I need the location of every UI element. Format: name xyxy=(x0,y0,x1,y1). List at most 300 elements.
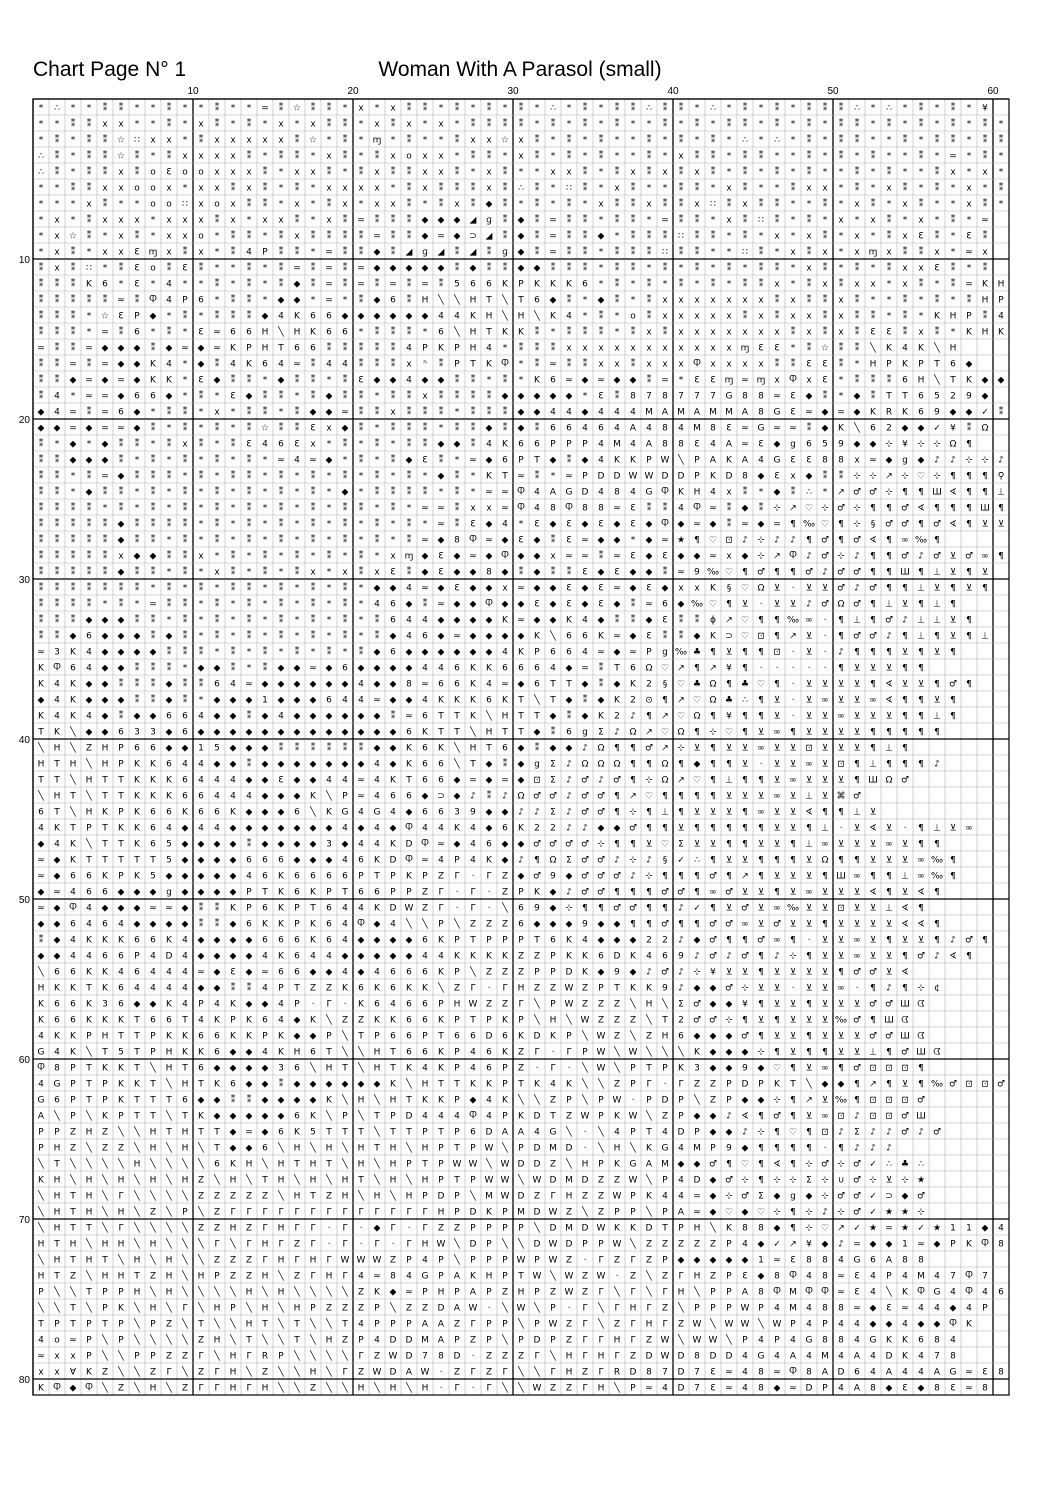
chart-symbol: ⁑ xyxy=(54,599,60,610)
chart-symbol: D xyxy=(597,471,605,482)
chart-symbol: * xyxy=(166,455,172,466)
chart-symbol: P xyxy=(822,1319,828,1330)
chart-symbol: 6 xyxy=(214,807,220,818)
chart-symbol: ⁑ xyxy=(838,359,844,370)
chart-symbol: ¶ xyxy=(758,1143,764,1154)
chart-symbol: ≈ xyxy=(357,791,365,802)
chart-symbol: ⊻ xyxy=(741,967,749,978)
chart-symbol: 6 xyxy=(390,967,396,978)
chart-symbol: ⊡ xyxy=(805,743,813,754)
chart-symbol: * xyxy=(310,183,316,194)
chart-symbol: H xyxy=(245,1159,253,1170)
chart-symbol: 4 xyxy=(342,935,348,946)
chart-symbol: T xyxy=(454,727,460,738)
chart-symbol: * xyxy=(262,487,268,498)
chart-symbol: * xyxy=(182,391,188,402)
chart-symbol: ╲ xyxy=(262,1335,268,1346)
chart-symbol: ⊡ xyxy=(821,1127,829,1138)
chart-symbol: 6 xyxy=(118,727,124,738)
chart-symbol: ♂ xyxy=(532,839,542,850)
chart-symbol: ≈ xyxy=(613,631,621,642)
chart-symbol: ⁑ xyxy=(806,247,812,258)
chart-symbol: ◆ xyxy=(245,727,253,738)
chart-symbol: ⁑ xyxy=(454,519,460,530)
chart-symbol: ⊻ xyxy=(901,855,909,866)
chart-symbol: ♂ xyxy=(852,1191,862,1202)
chart-symbol: ◆ xyxy=(261,1127,269,1138)
chart-symbol: R xyxy=(885,407,893,418)
chart-symbol: ╲ xyxy=(278,1143,284,1154)
chart-symbol: · xyxy=(823,631,827,642)
chart-symbol: ⊻ xyxy=(949,551,957,562)
chart-symbol: 6 xyxy=(806,439,812,450)
chart-symbol: ◆ xyxy=(517,215,525,226)
chart-symbol: Ω xyxy=(677,727,685,738)
chart-symbol: ◆ xyxy=(389,679,397,690)
chart-symbol: ⁑ xyxy=(854,375,860,386)
chart-symbol: ⁑ xyxy=(198,263,204,274)
chart-symbol: K xyxy=(518,327,524,338)
chart-symbol: * xyxy=(422,519,428,530)
chart-symbol: ⁑ xyxy=(406,567,412,578)
chart-symbol: ◆ xyxy=(389,935,397,946)
chart-symbol: P xyxy=(406,1159,412,1170)
chart-symbol: ⁑ xyxy=(246,375,252,386)
chart-symbol: ◆ xyxy=(357,711,365,722)
chart-symbol: x xyxy=(726,183,732,194)
chart-symbol: x xyxy=(838,295,844,306)
chart-symbol: ¶ xyxy=(870,615,876,626)
chart-symbol: ⊻ xyxy=(789,871,797,882)
chart-symbol: Z xyxy=(245,1255,253,1266)
chart-symbol: ◆ xyxy=(325,855,333,866)
chart-symbol: 9 xyxy=(662,983,668,994)
chart-symbol: K xyxy=(150,791,156,802)
chart-symbol: 6 xyxy=(70,999,76,1010)
chart-symbol: H xyxy=(517,311,525,322)
chart-symbol: ⁑ xyxy=(598,327,604,338)
chart-symbol: H xyxy=(181,1175,189,1186)
chart-symbol: = xyxy=(325,263,333,274)
chart-symbol: ¶ xyxy=(774,615,780,626)
chart-symbol: ◆ xyxy=(197,935,205,946)
chart-symbol: ╲ xyxy=(166,1175,172,1186)
chart-symbol: P xyxy=(598,1159,604,1170)
chart-symbol: ◆ xyxy=(709,1255,717,1266)
chart-symbol: K xyxy=(550,279,556,290)
chart-symbol: * xyxy=(230,263,236,274)
chart-symbol: Ɛ xyxy=(662,551,668,562)
chart-symbol: ◆ xyxy=(757,1239,765,1250)
chart-symbol: * xyxy=(262,599,268,610)
chart-symbol: ♂ xyxy=(580,807,590,818)
chart-symbol: * xyxy=(182,183,188,194)
chart-symbol: Z xyxy=(421,1303,429,1314)
chart-symbol: ⁑ xyxy=(838,119,844,130)
chart-symbol: ◆ xyxy=(533,727,541,738)
chart-symbol: K xyxy=(182,1031,188,1042)
chart-symbol: ᒥ xyxy=(198,1383,204,1394)
chart-symbol: H xyxy=(677,1287,685,1298)
chart-symbol: ⊥ xyxy=(661,807,669,818)
chart-symbol: * xyxy=(198,455,204,466)
chart-symbol: ◆ xyxy=(101,343,109,354)
chart-symbol: ◆ xyxy=(565,743,573,754)
chart-symbol: ɱ xyxy=(740,343,750,354)
chart-symbol: ♣ xyxy=(692,679,702,690)
chart-symbol: 2 xyxy=(646,679,652,690)
chart-symbol: · xyxy=(359,1239,363,1250)
chart-symbol: K xyxy=(198,1111,204,1122)
chart-symbol: ⁑ xyxy=(566,231,572,242)
chart-symbol: ◆ xyxy=(229,855,237,866)
chart-symbol: * xyxy=(70,103,76,114)
chart-symbol: ◆ xyxy=(421,311,429,322)
chart-symbol: ╲ xyxy=(166,1079,172,1090)
chart-symbol: ╲ xyxy=(678,455,684,466)
chart-symbol: H xyxy=(421,1143,429,1154)
chart-symbol: ¶ xyxy=(838,855,844,866)
chart-symbol: x xyxy=(214,407,220,418)
chart-symbol: H xyxy=(517,983,525,994)
chart-symbol: ╲ xyxy=(246,1303,252,1314)
chart-symbol: x xyxy=(102,119,108,130)
chart-symbol: ◆ xyxy=(293,775,301,786)
chart-symbol: K xyxy=(438,695,444,706)
chart-symbol: T xyxy=(358,1127,364,1138)
chart-symbol: ¶ xyxy=(758,871,764,882)
chart-symbol: ◆ xyxy=(437,439,445,450)
chart-symbol: 6 xyxy=(518,903,524,914)
chart-symbol: ♂ xyxy=(548,791,558,802)
chart-symbol: Z xyxy=(597,1175,605,1186)
chart-symbol: ♪ xyxy=(726,951,732,962)
chart-symbol: H xyxy=(469,295,477,306)
chart-symbol: Ⴔ xyxy=(565,503,573,514)
chart-symbol: ◆ xyxy=(101,439,109,450)
chart-symbol: ♂ xyxy=(708,935,718,946)
chart-symbol: ◆ xyxy=(309,775,317,786)
chart-symbol: 6 xyxy=(182,711,188,722)
chart-symbol: K xyxy=(598,631,604,642)
chart-symbol: 6 xyxy=(502,823,508,834)
chart-symbol: ◆ xyxy=(149,711,157,722)
chart-symbol: ⁑ xyxy=(278,151,284,162)
chart-symbol: ⁑ xyxy=(294,567,300,578)
chart-symbol: ∢ xyxy=(901,903,909,914)
chart-symbol: T xyxy=(646,1063,652,1074)
chart-symbol: * xyxy=(582,199,588,210)
chart-symbol: ¶ xyxy=(854,855,860,866)
chart-symbol: * xyxy=(102,263,108,274)
chart-symbol: ⁑ xyxy=(86,119,92,130)
chart-symbol: K xyxy=(438,743,444,754)
chart-symbol: ◆ xyxy=(501,807,509,818)
chart-symbol: ≈ xyxy=(661,535,669,546)
chart-symbol: ¶ xyxy=(822,807,828,818)
chart-symbol: ◆ xyxy=(757,1063,765,1074)
chart-symbol: ╲ xyxy=(166,1239,172,1250)
chart-symbol: x xyxy=(678,295,684,306)
chart-symbol: ♂ xyxy=(964,935,974,946)
chart-symbol: ⁑ xyxy=(742,487,748,498)
chart-symbol: ¶ xyxy=(694,871,700,882)
chart-symbol: 4 xyxy=(166,823,172,834)
chart-symbol: ⁑ xyxy=(918,103,924,114)
chart-symbol: H xyxy=(85,1255,93,1266)
chart-symbol: ◆ xyxy=(197,887,205,898)
chart-symbol: 4 xyxy=(998,311,1004,322)
chart-symbol: ◆ xyxy=(709,519,717,530)
chart-symbol: ⁑ xyxy=(486,263,492,274)
chart-symbol: Ɛ xyxy=(566,535,572,546)
chart-symbol: ◆ xyxy=(469,1095,477,1106)
chart-symbol: * xyxy=(166,503,172,514)
chart-symbol: ≈ xyxy=(213,327,221,338)
chart-symbol: 4 xyxy=(934,1271,940,1282)
chart-symbol: ⊻ xyxy=(821,999,829,1010)
chart-symbol: H xyxy=(373,1047,381,1058)
chart-symbol: 4 xyxy=(470,1063,476,1074)
chart-symbol: ◆ xyxy=(293,695,301,706)
chart-symbol: * xyxy=(38,135,44,146)
chart-symbol: Z xyxy=(565,1319,573,1330)
chart-symbol: ⁑ xyxy=(70,583,76,594)
chart-symbol: ⊻ xyxy=(805,711,813,722)
chart-symbol: H xyxy=(629,1303,637,1314)
chart-symbol: ⁑ xyxy=(326,167,332,178)
chart-symbol: ♪ xyxy=(902,615,908,626)
chart-symbol: ⁑ xyxy=(566,295,572,306)
chart-symbol: ⊙ xyxy=(645,695,653,706)
chart-symbol: * xyxy=(198,695,204,706)
chart-symbol: K xyxy=(966,1319,972,1330)
chart-symbol: ⁑ xyxy=(598,663,604,674)
chart-symbol: ᗧ xyxy=(901,1015,909,1026)
chart-symbol: ♡ xyxy=(804,503,814,514)
chart-symbol: * xyxy=(326,519,332,530)
chart-symbol: ◆ xyxy=(517,839,525,850)
chart-symbol: ≈ xyxy=(725,1367,733,1378)
chart-symbol: Ɛ xyxy=(182,263,188,274)
chart-symbol: ᒥ xyxy=(406,1239,412,1250)
chart-symbol: = xyxy=(853,1239,861,1250)
chart-symbol: H xyxy=(261,1383,269,1394)
chart-symbol: ᒥ xyxy=(630,1335,636,1346)
chart-symbol: ╲ xyxy=(534,999,540,1010)
chart-symbol: ∞ xyxy=(981,551,989,562)
chart-symbol: K xyxy=(614,1111,620,1122)
chart-symbol: ◆ xyxy=(645,551,653,562)
chart-symbol: * xyxy=(854,359,860,370)
chart-symbol: H xyxy=(85,1175,93,1186)
chart-symbol: ◆ xyxy=(901,423,909,434)
chart-symbol: ★ xyxy=(932,1223,942,1234)
chart-symbol: K xyxy=(726,455,732,466)
chart-symbol: P xyxy=(662,1207,668,1218)
chart-symbol: P xyxy=(374,1303,380,1314)
chart-symbol: 8 xyxy=(758,407,764,418)
chart-symbol: ⁑ xyxy=(438,455,444,466)
chart-symbol: ╲ xyxy=(182,1271,188,1282)
chart-symbol: x xyxy=(198,151,204,162)
chart-symbol: ⊻ xyxy=(917,935,925,946)
chart-symbol: ⊻ xyxy=(885,823,893,834)
chart-symbol: 6 xyxy=(630,663,636,674)
chart-symbol: ◆ xyxy=(261,711,269,722)
chart-symbol: 6 xyxy=(358,983,364,994)
chart-symbol: H xyxy=(53,1255,61,1266)
chart-symbol: ⁑ xyxy=(678,199,684,210)
chart-symbol: ⁑ xyxy=(566,199,572,210)
chart-symbol: ¶ xyxy=(790,1095,796,1106)
chart-symbol: G xyxy=(37,1047,45,1058)
chart-symbol: ◆ xyxy=(261,1111,269,1122)
chart-symbol: 4 xyxy=(118,967,124,978)
chart-symbol: P xyxy=(454,359,460,370)
chart-symbol: T xyxy=(54,1271,60,1282)
chart-symbol: * xyxy=(262,615,268,626)
chart-symbol: x xyxy=(662,359,668,370)
chart-symbol: ♡ xyxy=(724,727,734,738)
chart-symbol: 4 xyxy=(198,711,204,722)
chart-symbol: * xyxy=(630,535,636,546)
chart-symbol: ╲ xyxy=(310,1319,316,1330)
chart-symbol: ♪ xyxy=(694,951,700,962)
chart-symbol: ⊻ xyxy=(837,887,845,898)
chart-symbol: ◆ xyxy=(133,359,141,370)
chart-symbol: ⁑ xyxy=(438,183,444,194)
chart-symbol: D xyxy=(485,1031,493,1042)
chart-symbol: = xyxy=(101,407,109,418)
chart-symbol: ◆ xyxy=(309,1079,317,1090)
chart-symbol: * xyxy=(710,119,716,130)
chart-symbol: ≈ xyxy=(485,535,493,546)
chart-symbol: x xyxy=(390,199,396,210)
chart-symbol: ⊻ xyxy=(805,775,813,786)
chart-symbol: ⁑ xyxy=(118,263,124,274)
chart-symbol: ♪ xyxy=(854,551,860,562)
chart-symbol: ╲ xyxy=(934,343,940,354)
chart-symbol: ⁑ xyxy=(230,231,236,242)
chart-symbol: = xyxy=(373,231,381,242)
chart-symbol: 6 xyxy=(214,1031,220,1042)
chart-symbol: x xyxy=(806,327,812,338)
chart-symbol: ♡ xyxy=(740,1159,750,1170)
chart-symbol: ⁑ xyxy=(486,119,492,130)
chart-symbol: ♂ xyxy=(836,583,846,594)
chart-symbol: ⁑ xyxy=(166,471,172,482)
chart-symbol: ¶ xyxy=(854,647,860,658)
chart-symbol: x xyxy=(342,183,348,194)
chart-symbol: ⁑ xyxy=(54,295,60,306)
chart-symbol: P xyxy=(598,1095,604,1106)
chart-symbol: 4 xyxy=(870,1271,876,1282)
chart-symbol: ╲ xyxy=(582,1063,588,1074)
chart-symbol: P xyxy=(582,1239,588,1250)
chart-symbol: P xyxy=(534,1319,540,1330)
chart-symbol: 4 xyxy=(214,775,220,786)
chart-symbol: ⁑ xyxy=(694,247,700,258)
chart-symbol: * xyxy=(54,199,60,210)
chart-symbol: ◆ xyxy=(677,1255,685,1266)
chart-symbol: ◆ xyxy=(549,599,557,610)
chart-symbol: ♣ xyxy=(692,647,702,658)
chart-symbol: 4 xyxy=(422,1111,428,1122)
chart-symbol: P xyxy=(518,455,524,466)
chart-symbol: 6 xyxy=(518,663,524,674)
chart-symbol: ◆ xyxy=(213,983,221,994)
chart-symbol: ⁑ xyxy=(374,487,380,498)
chart-symbol: K xyxy=(166,1031,172,1042)
chart-symbol: ¥ xyxy=(742,999,748,1010)
chart-symbol: ╲ xyxy=(550,1351,556,1362)
chart-symbol: ⊡ xyxy=(773,647,781,658)
chart-symbol: = xyxy=(357,263,365,274)
chart-symbol: ♂ xyxy=(740,1031,750,1042)
chart-symbol: ⁑ xyxy=(390,711,396,722)
chart-symbol: Ɛ xyxy=(598,583,604,594)
chart-symbol: P xyxy=(342,791,348,802)
chart-symbol: M xyxy=(517,1207,525,1218)
chart-symbol: 6 xyxy=(246,855,252,866)
chart-symbol: ∴ xyxy=(646,103,652,114)
chart-symbol: ↗ xyxy=(709,663,717,674)
chart-symbol: ⁑ xyxy=(662,567,668,578)
chart-symbol: D xyxy=(533,1143,541,1154)
chart-symbol: ⁑ xyxy=(982,199,988,210)
chart-symbol: · xyxy=(567,1303,571,1314)
chart-symbol: ⁑ xyxy=(310,279,316,290)
chart-symbol: T xyxy=(422,1159,428,1170)
chart-symbol: 4 xyxy=(918,1351,924,1362)
chart-symbol: H xyxy=(101,1239,109,1250)
chart-symbol: ⁑ xyxy=(758,263,764,274)
chart-symbol: * xyxy=(614,311,620,322)
chart-symbol: ◆ xyxy=(837,1079,845,1090)
chart-symbol: ⁑ xyxy=(246,839,252,850)
chart-symbol: x xyxy=(806,263,812,274)
chart-symbol: ♂ xyxy=(900,503,910,514)
chart-symbol: ⁑ xyxy=(566,711,572,722)
chart-symbol: ⁑ xyxy=(326,743,332,754)
chart-symbol: P xyxy=(438,1271,444,1282)
chart-symbol: ¶ xyxy=(838,519,844,530)
chart-symbol: * xyxy=(646,215,652,226)
chart-symbol: ⁑ xyxy=(134,679,140,690)
chart-symbol: ⁑ xyxy=(534,231,540,242)
chart-symbol: 4 xyxy=(678,1175,684,1186)
chart-symbol: ♪ xyxy=(918,551,924,562)
chart-symbol: ✓ xyxy=(917,1223,925,1234)
chart-symbol: * xyxy=(774,247,780,258)
chart-symbol: G xyxy=(725,391,733,402)
chart-symbol: ♂ xyxy=(868,583,878,594)
chart-symbol: A xyxy=(693,407,701,418)
chart-symbol: 4 xyxy=(182,759,188,770)
chart-symbol: ¶ xyxy=(950,871,956,882)
chart-symbol: 6 xyxy=(294,807,300,818)
chart-symbol: ⁑ xyxy=(742,103,748,114)
chart-symbol: ⁑ xyxy=(182,455,188,466)
chart-symbol: ⁑ xyxy=(278,231,284,242)
chart-symbol: ≈ xyxy=(357,775,365,786)
chart-symbol: ◆ xyxy=(357,935,365,946)
chart-symbol: ↗ xyxy=(677,775,685,786)
chart-symbol: P xyxy=(630,1079,636,1090)
chart-symbol: ¶ xyxy=(726,871,732,882)
chart-symbol: ◆ xyxy=(309,855,317,866)
